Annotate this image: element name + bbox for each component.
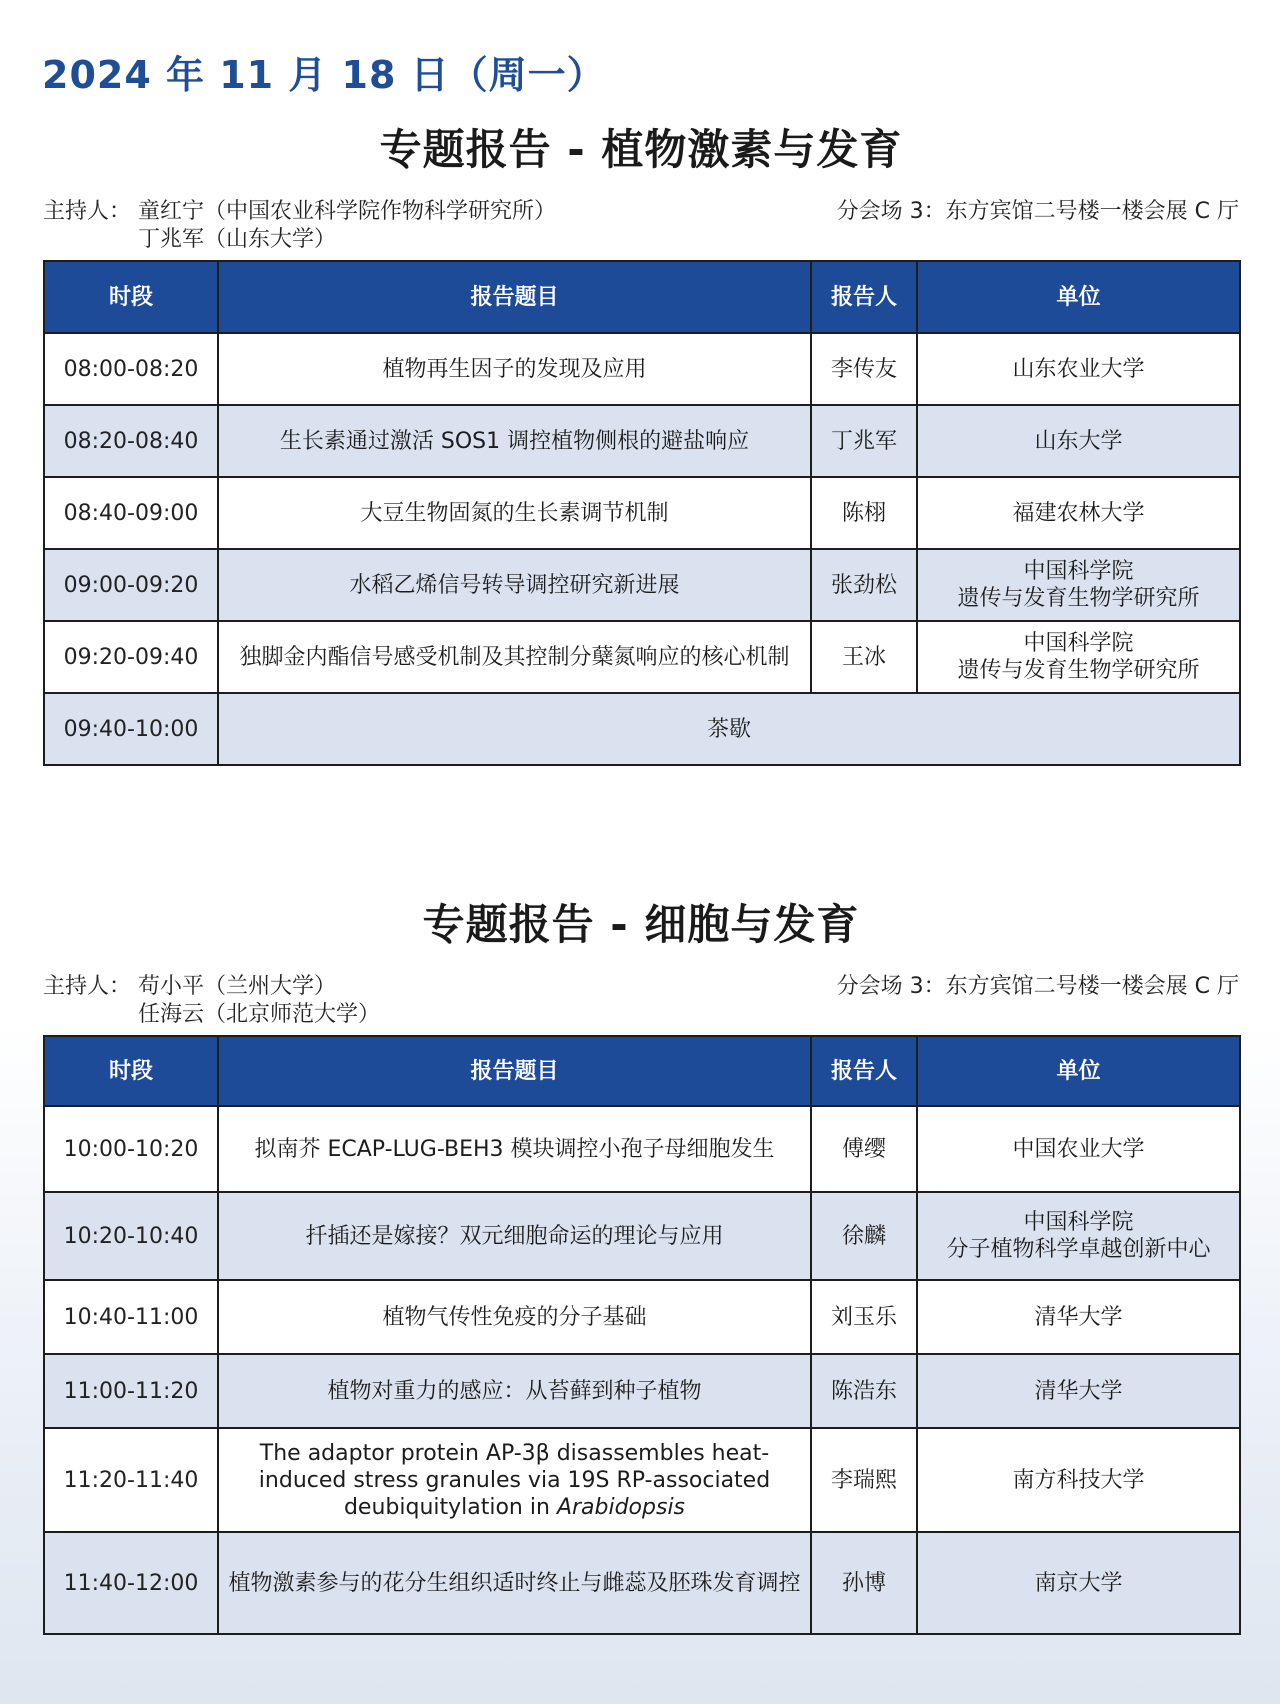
topic-cell: 植物再生因子的发现及应用 <box>218 333 811 405</box>
unit-cell: 山东农业大学 <box>917 333 1240 405</box>
topic-cell: 植物气传性免疫的分子基础 <box>218 1280 811 1354</box>
speaker-cell: 傅缨 <box>811 1106 917 1192</box>
session-meta <box>43 180 1239 260</box>
unit-cell <box>917 549 1240 621</box>
speaker-cell: 李传友 <box>811 333 917 405</box>
session-title: 专题报告 - 植物激素与发育 <box>379 125 903 174</box>
time-cell: 09:40-10:00 <box>44 693 218 765</box>
table-row <box>44 333 1240 405</box>
table-row <box>44 1354 1240 1428</box>
topic-cell: 植物激素参与的花分生组织适时终止与雌蕊及胚珠发育调控 <box>218 1532 811 1634</box>
unit-cell <box>917 621 1240 693</box>
time-cell: 10:40-11:00 <box>44 1280 218 1354</box>
table-row <box>44 1192 1240 1280</box>
table-header-row <box>44 1036 1240 1106</box>
table-row <box>44 1532 1240 1634</box>
host-name: 任海云（北京师范大学） <box>138 1002 381 1027</box>
topic-cell: 拟南芥 ECAP-LUG-BEH3 模块调控小孢子母细胞发生 <box>218 1106 811 1192</box>
unit-cell: 清华大学 <box>917 1354 1240 1428</box>
unit-line: 分子植物科学卓越创新中心 <box>946 1237 1211 1262</box>
table-row <box>44 1280 1240 1354</box>
time-cell: 11:20-11:40 <box>44 1428 218 1532</box>
unit-cell: 山东大学 <box>917 405 1240 477</box>
table-row <box>44 1428 1240 1532</box>
date-heading: 2024 年 11 月 18 日（周一） <box>42 53 606 97</box>
unit-cell <box>917 1192 1240 1280</box>
header-topic: 报告题目 <box>218 1036 811 1106</box>
time-cell: 08:20-08:40 <box>44 405 218 477</box>
schedule-table <box>43 260 1241 766</box>
time-cell: 08:00-08:20 <box>44 333 218 405</box>
table-row <box>44 405 1240 477</box>
time-cell: 11:40-12:00 <box>44 1532 218 1634</box>
topic-italic-text: Arabidopsis <box>556 1494 686 1520</box>
header-unit: 单位 <box>917 1036 1240 1106</box>
unit-cell: 福建农林大学 <box>917 477 1240 549</box>
schedule-table <box>43 1035 1241 1635</box>
header-time: 时段 <box>44 261 218 333</box>
venue-label: 分会场 3：东方宾馆二号楼一楼会展 C 厅 <box>836 199 1239 224</box>
time-cell: 08:40-09:00 <box>44 477 218 549</box>
hosts-block <box>43 198 556 254</box>
speaker-cell: 丁兆军 <box>811 405 917 477</box>
table-row <box>44 549 1240 621</box>
host-name: 童红宁（中国农业科学院作物科学研究所） <box>138 199 557 224</box>
header-speaker: 报告人 <box>811 1036 917 1106</box>
session-title: 专题报告 - 细胞与发育 <box>422 900 860 949</box>
topic-text: The adaptor protein AP-3β disassembles heat-induced stress granules via 19S RP-associated deubiquitylation in <box>258 1440 771 1520</box>
unit-line: 中国科学院 <box>1023 1210 1134 1235</box>
table-row <box>44 621 1240 693</box>
hosts-block <box>43 973 380 1029</box>
speaker-cell: 陈栩 <box>811 477 917 549</box>
unit-cell: 南方科技大学 <box>917 1428 1240 1532</box>
topic-cell: 独脚金内酯信号感受机制及其控制分蘖氮响应的核心机制 <box>218 621 811 693</box>
host-label: 主持人： <box>43 199 132 224</box>
topic-cell <box>218 1428 811 1532</box>
unit-line: 中国科学院 <box>1023 559 1134 584</box>
break-row <box>44 693 1240 765</box>
host-label: 主持人： <box>43 974 132 999</box>
time-cell: 09:00-09:20 <box>44 549 218 621</box>
unit-cell: 清华大学 <box>917 1280 1240 1354</box>
session-meta <box>43 955 1239 1035</box>
venue-label: 分会场 3：东方宾馆二号楼一楼会展 C 厅 <box>836 974 1239 999</box>
topic-cell: 大豆生物固氮的生长素调节机制 <box>218 477 811 549</box>
speaker-cell: 孙博 <box>811 1532 917 1634</box>
table-row <box>44 1106 1240 1192</box>
header-speaker: 报告人 <box>811 261 917 333</box>
table-row <box>44 477 1240 549</box>
header-time: 时段 <box>44 1036 218 1106</box>
time-cell: 10:00-10:20 <box>44 1106 218 1192</box>
speaker-cell: 刘玉乐 <box>811 1280 917 1354</box>
topic-cell: 植物对重力的感应：从苔藓到种子植物 <box>218 1354 811 1428</box>
speaker-cell: 徐麟 <box>811 1192 917 1280</box>
speaker-cell: 张劲松 <box>811 549 917 621</box>
header-topic: 报告题目 <box>218 261 811 333</box>
topic-cell: 水稻乙烯信号转导调控研究新进展 <box>218 549 811 621</box>
unit-cell: 中国农业大学 <box>917 1106 1240 1192</box>
unit-line: 遗传与发育生物学研究所 <box>957 658 1200 683</box>
header-unit: 单位 <box>917 261 1240 333</box>
unit-line: 遗传与发育生物学研究所 <box>957 586 1200 611</box>
session-cell-development <box>43 895 1239 1635</box>
host-name: 苟小平（兰州大学） <box>138 974 337 999</box>
topic-cell: 扦插还是嫁接？双元细胞命运的理论与应用 <box>218 1192 811 1280</box>
time-cell: 11:00-11:20 <box>44 1354 218 1428</box>
unit-cell: 南京大学 <box>917 1532 1240 1634</box>
table-header-row <box>44 261 1240 333</box>
time-cell: 09:20-09:40 <box>44 621 218 693</box>
host-name: 丁兆军（山东大学） <box>138 227 337 252</box>
speaker-cell: 王冰 <box>811 621 917 693</box>
session-hormone-development <box>43 120 1239 766</box>
unit-line: 中国科学院 <box>1023 631 1134 656</box>
break-cell: 茶歇 <box>218 693 1240 765</box>
speaker-cell: 李瑞熙 <box>811 1428 917 1532</box>
time-cell: 10:20-10:40 <box>44 1192 218 1280</box>
topic-cell: 生长素通过激活 SOS1 调控植物侧根的避盐响应 <box>218 405 811 477</box>
speaker-cell: 陈浩东 <box>811 1354 917 1428</box>
